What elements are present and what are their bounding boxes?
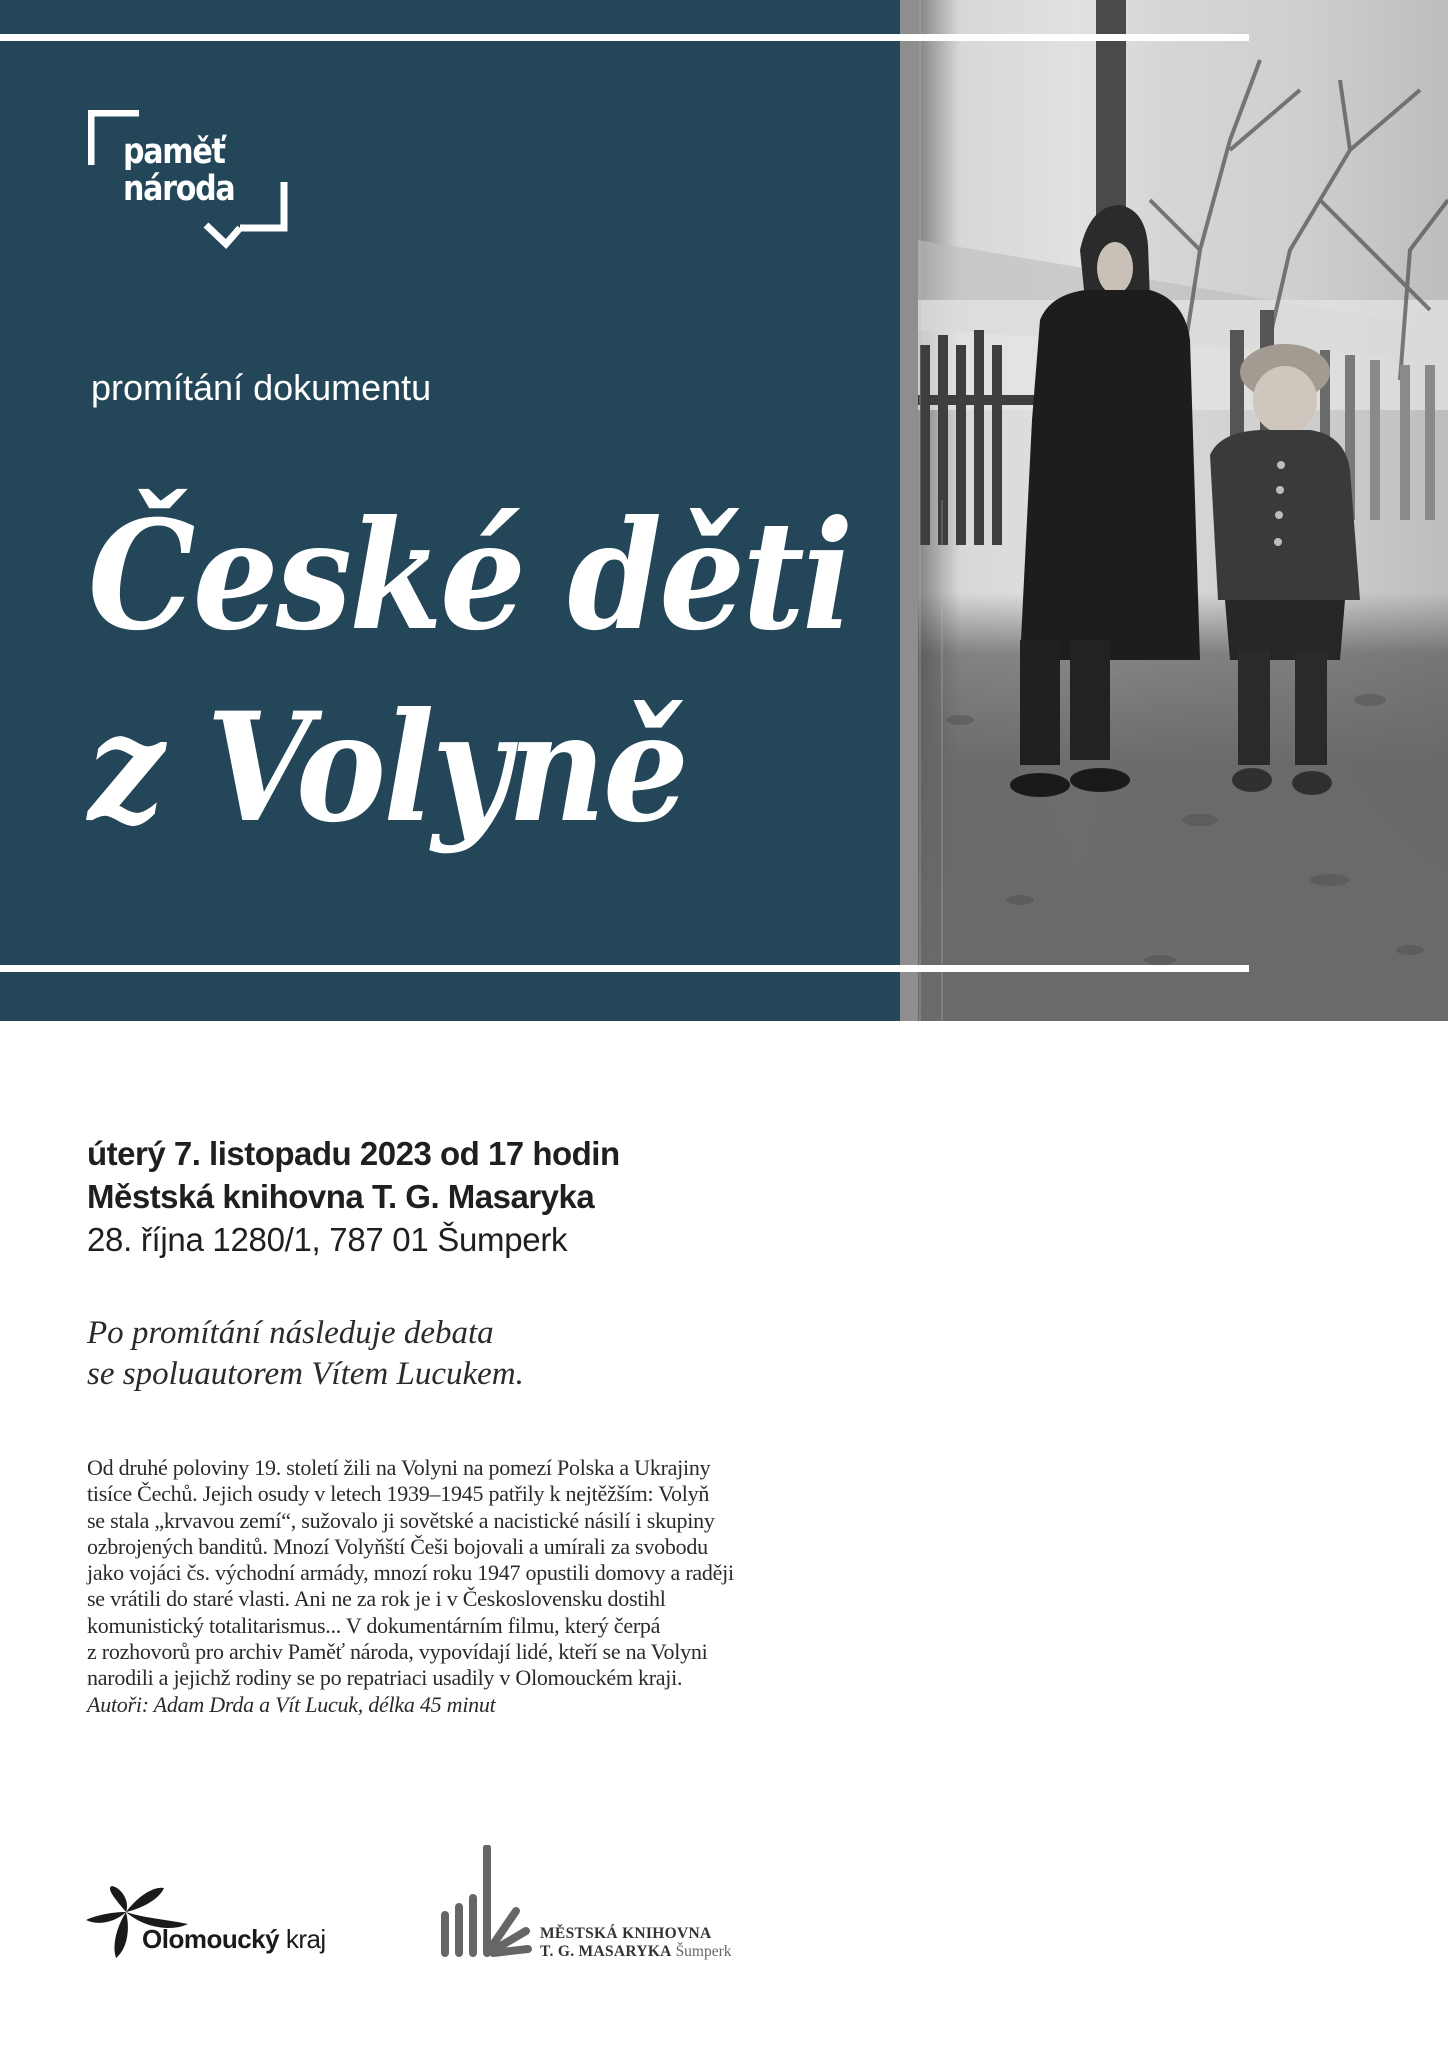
logo-line1: paměť bbox=[123, 132, 225, 172]
description-line: ozbrojených banditů. Mnozí Volyňští Češi bojovali a umírali za svobodu bbox=[87, 1533, 708, 1559]
wordmark-regular: kraj bbox=[279, 1924, 326, 1954]
library-city: Šumperk bbox=[671, 1943, 732, 1960]
bottom-rule bbox=[0, 965, 1249, 972]
archival-photo bbox=[900, 0, 1448, 1021]
logo-line2: národa bbox=[123, 169, 235, 209]
event-details bbox=[87, 1132, 620, 1261]
event-date-time: úterý 7. listopadu 2023 od 17 hodin bbox=[87, 1135, 620, 1172]
note-line1: Po promítání následuje debata bbox=[87, 1315, 494, 1351]
title-line1: České děti bbox=[88, 488, 851, 664]
description-line: jako vojáci čs. východní armády, mnozí roku 1947 opustili domovy a raději bbox=[87, 1560, 734, 1586]
title-line2: z Volyně bbox=[88, 680, 687, 856]
note-line2: se spoluautorem Vítem Lucukem. bbox=[87, 1356, 524, 1392]
debate-note bbox=[87, 1313, 524, 1395]
event-address: 28. října 1280/1, 787 01 Šumperk bbox=[87, 1221, 568, 1258]
logo-text bbox=[123, 134, 234, 208]
mestska-knihovna-logo bbox=[438, 1845, 738, 1960]
description-line: z rozhovorů pro archiv Paměť národa, vypovídají lidé, kteří se na Volyni bbox=[87, 1639, 708, 1665]
film-credits: Autoři: Adam Drda a Vít Lucuk, délka 45 minut bbox=[87, 1691, 496, 1717]
event-type: promítání dokumentu bbox=[91, 367, 432, 408]
description-line: Od druhé poloviny 19. století žili na Volyni na pomezí Polska a Ukrajiny bbox=[87, 1455, 711, 1480]
wordmark-bold: Olomoucký bbox=[142, 1924, 280, 1954]
description-line: narodili a jejichž rodiny se po repatriaci usadily v Olomouckém kraji. bbox=[87, 1665, 683, 1691]
description-line: se stala „krvavou zemí“, sužovalo ji sovětské a nacistické násilí i skupiny bbox=[87, 1507, 715, 1533]
event-venue: Městská knihovna T. G. Masaryka bbox=[87, 1178, 595, 1215]
top-rule bbox=[0, 34, 1249, 41]
film-description bbox=[87, 1455, 907, 1718]
olomoucky-kraj-logo bbox=[86, 1884, 346, 1962]
description-line: tisíce Čechů. Jejich osudy v letech 1939–1945 patřily k nejtěžším: Volyň bbox=[87, 1481, 710, 1507]
library-name-line1: MĚSTSKÁ KNIHOVNA bbox=[540, 1925, 712, 1942]
film-title bbox=[88, 480, 851, 864]
description-line: komunistický totalitarismus... V dokumentárním filmu, který čerpá bbox=[87, 1612, 661, 1638]
library-name-line2: T. G. MASARYKA bbox=[540, 1943, 672, 1960]
description-line: se vrátili do staré vlasti. Ani ne za rok je i v Československu dostihl bbox=[87, 1586, 666, 1612]
olomoucky-kraj-wordmark bbox=[142, 1924, 326, 1954]
photo-illustration bbox=[900, 0, 1448, 1021]
library-bars-icon bbox=[438, 1845, 538, 1960]
library-wordmark bbox=[540, 1925, 732, 1961]
pamet-naroda-logo bbox=[88, 110, 298, 252]
